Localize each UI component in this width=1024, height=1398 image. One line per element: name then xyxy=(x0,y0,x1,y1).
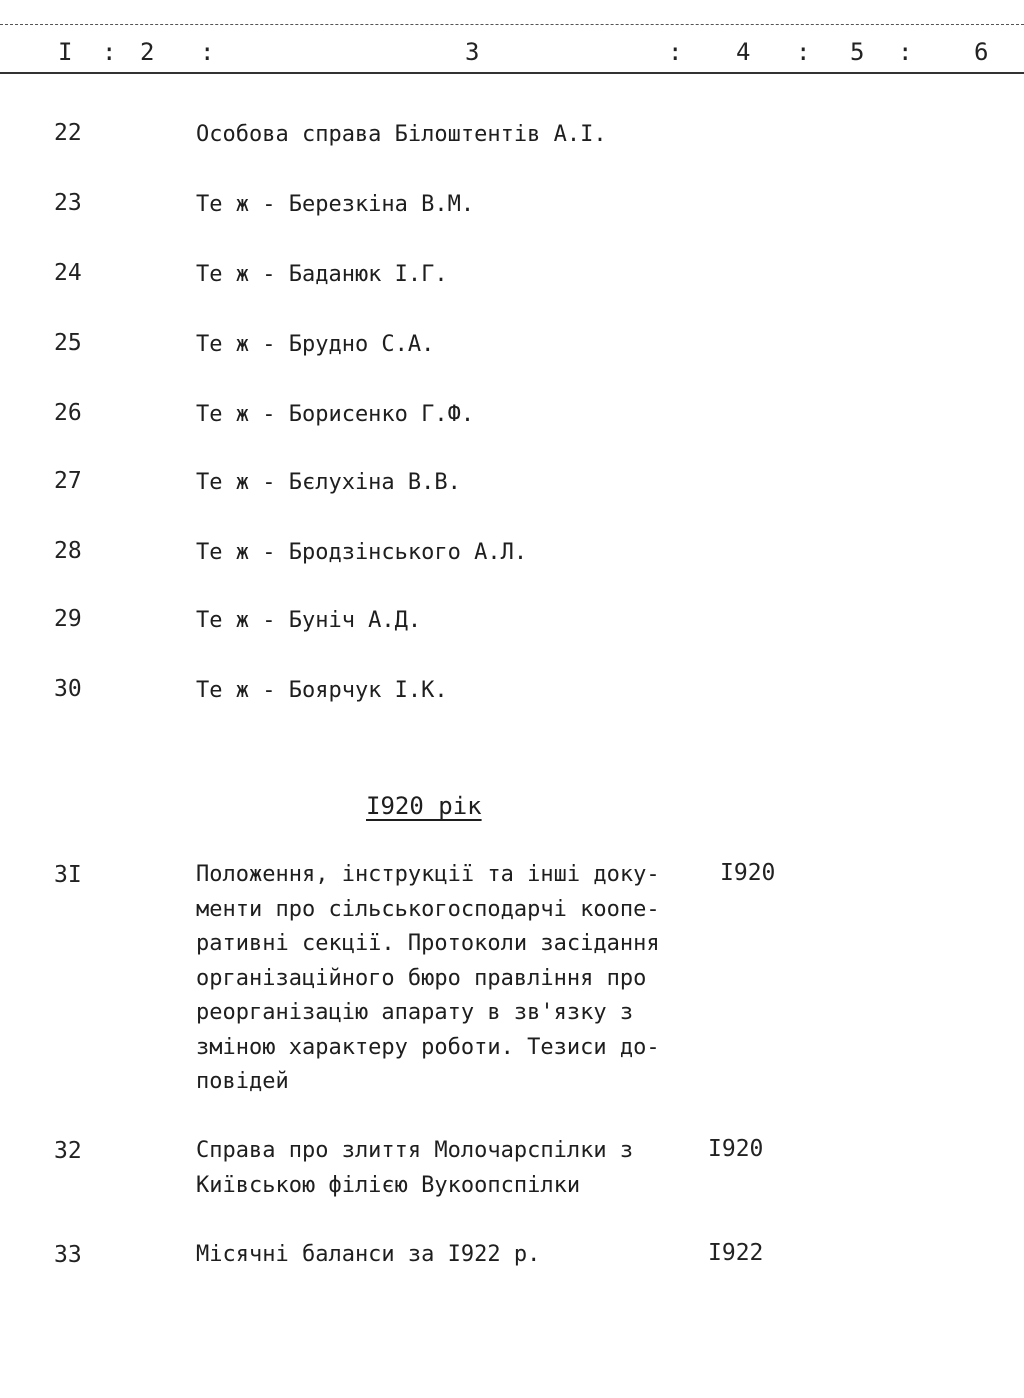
row-description: Те ж - Бунiч А.Д. xyxy=(196,608,422,633)
row-number: 33 xyxy=(54,1242,82,1268)
row-number: 3I xyxy=(54,862,82,888)
row-number: 28 xyxy=(54,538,82,564)
row-description: Те ж - Боярчук І.К. xyxy=(196,678,448,703)
header-col-6: 6 xyxy=(974,38,989,66)
section-heading: I920 рік xyxy=(366,792,482,820)
row-number: 25 xyxy=(54,330,82,356)
top-dashed-rule xyxy=(0,24,1024,25)
header-col-5: 5 xyxy=(850,38,865,66)
header-col-2: 2 xyxy=(140,38,155,66)
row-description: Особова справа Білоштентів А.І. xyxy=(196,122,607,147)
header-underline-rule xyxy=(0,72,1024,74)
row-number: 23 xyxy=(54,190,82,216)
row-description: Те ж - Борисенко Г.Ф. xyxy=(196,402,475,427)
header-separator: : xyxy=(200,38,215,66)
row-description: Положення, інструкції та інші доку- менти про сільськогосподарчі коопе- ративні секції. Протоколи засідання організаційного бюро правління про реорганізацію апарату в зв'язку з зміною характеру роботи. Тезиси до- повідей xyxy=(196,862,660,1094)
row-number: 32 xyxy=(54,1138,82,1164)
row-year: I920 xyxy=(720,860,776,886)
header-col-1: I xyxy=(58,38,73,66)
header-separator: : xyxy=(898,38,913,66)
row-description: Те ж - Брудно С.А. xyxy=(196,332,435,357)
row-description: Те ж - Березкіна В.М. xyxy=(196,192,475,217)
row-number: 24 xyxy=(54,260,82,286)
row-number: 27 xyxy=(54,468,82,494)
row-number: 29 xyxy=(54,606,82,632)
row-year: I922 xyxy=(708,1240,764,1266)
header-separator: : xyxy=(796,38,811,66)
header-col-4: 4 xyxy=(736,38,751,66)
row-number: 22 xyxy=(54,120,82,146)
row-description: Те ж - Бєлухіна В.В. xyxy=(196,470,461,495)
row-description: Справа про злиття Молочарспілки з Київською філією Вукоопспілки xyxy=(196,1138,634,1198)
row-description: Місячні баланси за I922 р. xyxy=(196,1242,541,1267)
row-description: Те ж - Баданюк І.Г. xyxy=(196,262,448,287)
row-number: 30 xyxy=(54,676,82,702)
header-col-3: 3 xyxy=(465,38,480,66)
row-description: Те ж - Бродзінського А.Л. xyxy=(196,540,528,565)
header-separator: : xyxy=(102,38,117,66)
header-separator: : xyxy=(668,38,683,66)
row-number: 26 xyxy=(54,400,82,426)
row-year: I920 xyxy=(708,1136,764,1162)
